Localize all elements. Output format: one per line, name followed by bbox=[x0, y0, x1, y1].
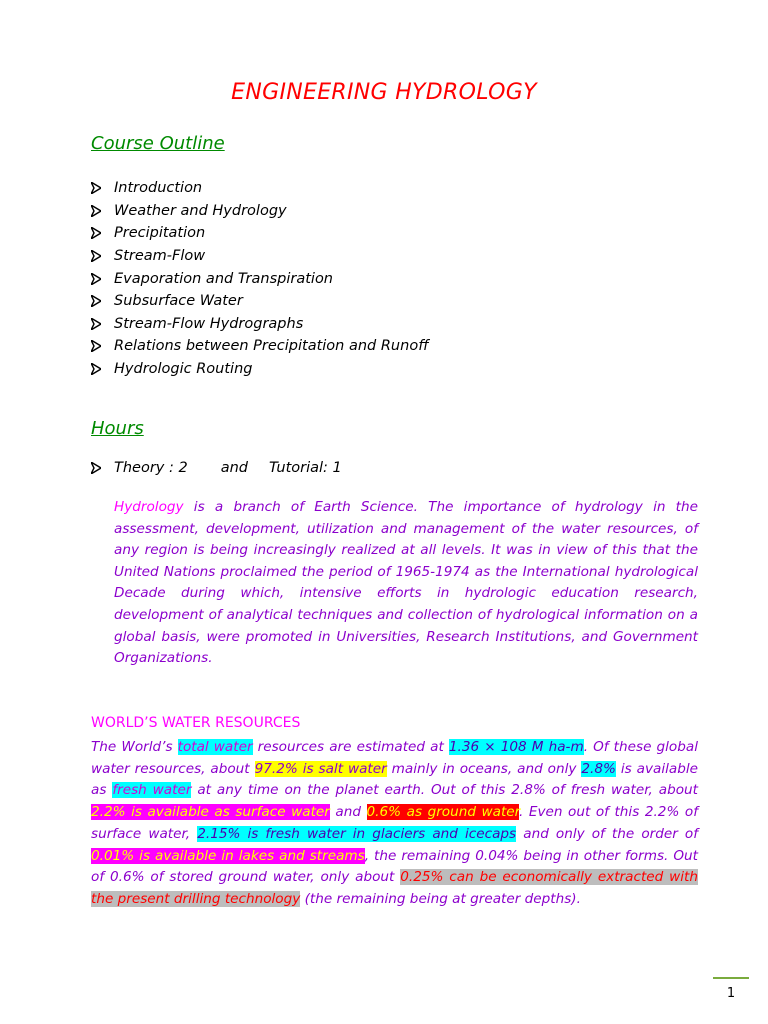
highlighted-fact: fresh water bbox=[112, 782, 192, 799]
highlighted-fact: 0.25% can be economically extracted with the present drilling technology bbox=[91, 869, 698, 907]
paragraph-text: and bbox=[329, 804, 367, 821]
water-resources-paragraph bbox=[91, 737, 698, 911]
outline-item bbox=[91, 313, 429, 336]
outline-item bbox=[91, 358, 429, 381]
course-outline-heading: Course Outline bbox=[91, 133, 225, 154]
water-resources-heading: WORLD’S WATER RESOURCES bbox=[91, 715, 301, 731]
outline-item bbox=[91, 335, 429, 358]
paragraph-text: . Even out of this 2.2% of surface water, bbox=[91, 804, 699, 842]
arrow-bullet-icon bbox=[91, 227, 101, 239]
outline-item-label: Precipitation bbox=[114, 225, 206, 242]
outline-item bbox=[91, 267, 429, 290]
highlighted-fact: 2.15% is fresh water in glaciers and icecaps bbox=[197, 825, 517, 842]
hours-and: and bbox=[220, 460, 248, 476]
outline-item-label: Subsurface Water bbox=[114, 293, 243, 310]
highlighted-fact: 0.6% as ground water bbox=[366, 804, 519, 821]
page-title: ENGINEERING HYDROLOGY bbox=[231, 80, 537, 105]
hydrology-term: Hydrology bbox=[114, 499, 184, 515]
arrow-bullet-icon bbox=[91, 182, 101, 194]
outline-item bbox=[91, 290, 429, 313]
outline-item-label: Weather and Hydrology bbox=[114, 202, 287, 219]
outline-item-label: Hydrologic Routing bbox=[114, 361, 253, 378]
outline-item-label: Stream-Flow Hydrographs bbox=[114, 315, 304, 332]
outline-item-label: Stream-Flow bbox=[114, 248, 206, 265]
paragraph-text: at any time on the planet earth. Out of this 2.8% of fresh water, about bbox=[191, 782, 698, 799]
highlighted-fact: total water bbox=[177, 739, 253, 755]
arrow-bullet-icon bbox=[91, 205, 101, 217]
paragraph-text: . Of these global water resources, about bbox=[91, 739, 698, 777]
highlighted-fact: 1.36 × 108 M ha-m bbox=[448, 739, 584, 755]
outline-item-label: Evaporation and Transpiration bbox=[114, 270, 334, 287]
arrow-bullet-icon bbox=[91, 462, 101, 474]
outline-item bbox=[91, 200, 429, 223]
tutorial-hours: Tutorial: 1 bbox=[269, 460, 342, 476]
hours-line bbox=[91, 460, 342, 476]
paragraph-text: The World’s bbox=[91, 739, 178, 755]
outline-item bbox=[91, 177, 429, 200]
paragraph-text: resources are estimated at bbox=[252, 739, 449, 755]
highlighted-fact: 2.2% is available as surface water bbox=[91, 804, 330, 821]
arrow-bullet-icon bbox=[91, 273, 101, 285]
paragraph-text: , the remaining 0.04% being in other forms. Out of 0.6% of stored ground water, only about bbox=[91, 847, 698, 886]
arrow-bullet-icon bbox=[91, 363, 101, 375]
outline-item-label: Relations between Precipitation and Runoff bbox=[114, 338, 429, 355]
highlighted-fact: 97.2% is salt water bbox=[254, 760, 387, 777]
highlighted-fact: 0.01% is available in lakes and streams bbox=[91, 847, 365, 864]
theory-hours: Theory : 2 bbox=[114, 460, 188, 476]
outline-item-label: Introduction bbox=[114, 180, 203, 197]
arrow-bullet-icon bbox=[91, 318, 101, 330]
highlighted-fact: 2.8% bbox=[581, 760, 616, 777]
arrow-bullet-icon bbox=[91, 295, 101, 307]
arrow-bullet-icon bbox=[91, 340, 101, 352]
paragraph-text: is available as bbox=[91, 760, 699, 799]
hours-heading: Hours bbox=[91, 418, 144, 439]
outline-item bbox=[91, 222, 429, 245]
outline-item bbox=[91, 245, 429, 268]
arrow-bullet-icon bbox=[91, 250, 101, 262]
paragraph-text: (the remaining being at greater depths). bbox=[300, 890, 581, 907]
page-number: 1 bbox=[713, 977, 749, 1009]
intro-paragraph bbox=[114, 497, 698, 670]
course-outline-list bbox=[91, 177, 429, 380]
paragraph-text: mainly in oceans, and only bbox=[386, 760, 582, 777]
intro-text: is a branch of Earth Science. The importance of hydrology in the assessment, development, utilization and management of the water resources, of any region is being increasingly realized at all levels. It was in view of this that the United Nations proclaimed the period of 1965-1974 as the International hydrological Decade during which, intensive efforts in hydrologic education research, development of analytical techniques and collection of hydrological information on a global basis, were promoted in Universities, Research Institutions, and Government Organizations. bbox=[114, 499, 698, 667]
paragraph-text: and only of the order of bbox=[516, 825, 698, 842]
